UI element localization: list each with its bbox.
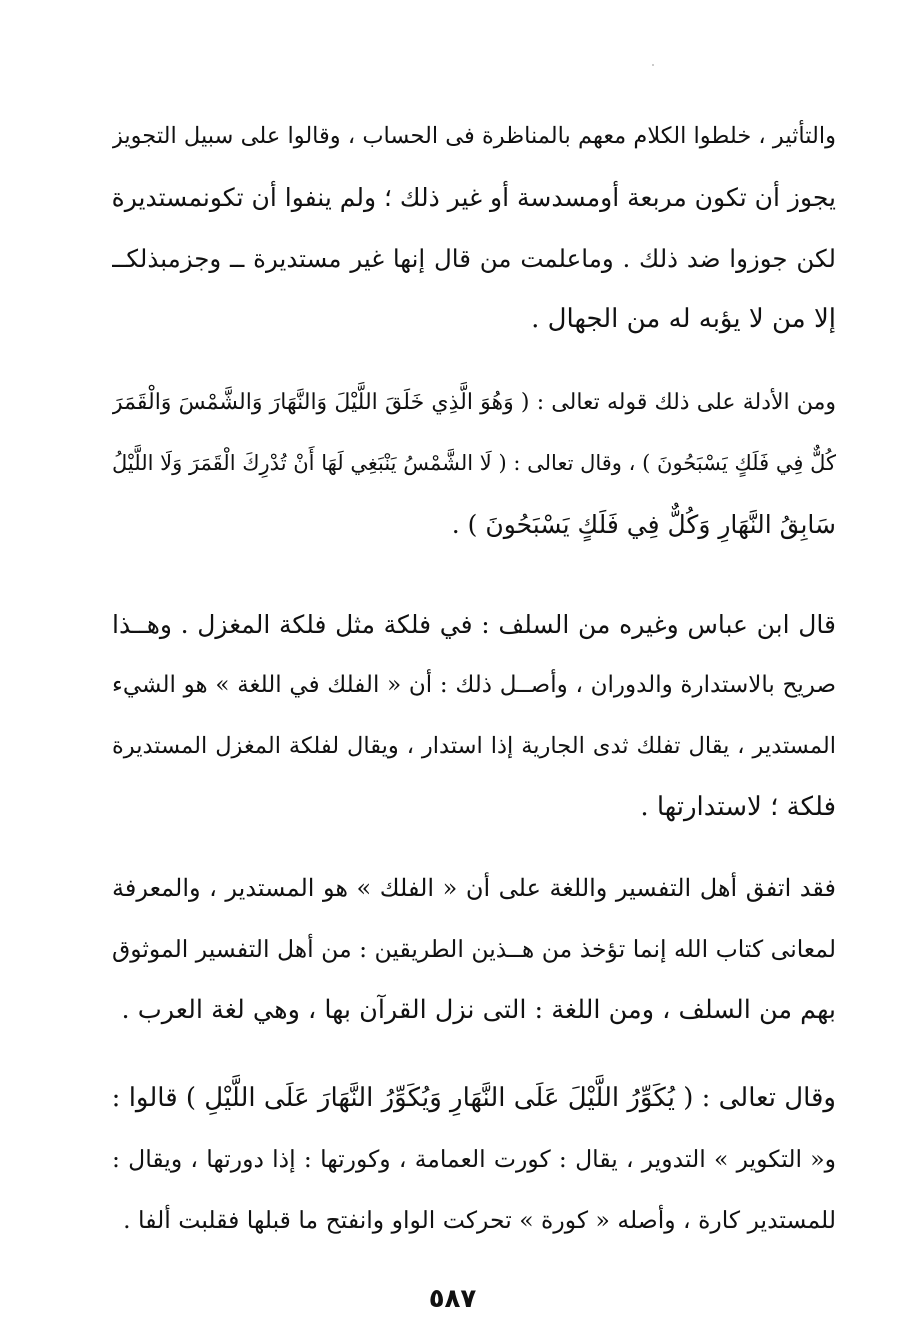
paragraph-5	[112, 1068, 836, 1251]
text-line: فلكة ؛ لاستدارتها .	[640, 792, 836, 822]
text-line: لمعانى كتاب الله إنما تؤخذ من هــذين الطريقين : من أهل التفسير الموثوق	[112, 935, 836, 963]
text-line: ومن الأدلة على ذلك قوله تعالى : ( وَهُوَ الَّذِي خَلَقَ اللَّيْلَ وَالنَّهَارَ وَالشَّمْسَ وَالْقَمَرَ	[112, 390, 836, 415]
text-line: المستدير ، يقال تفلك ثدى الجارية إذا استدار ، ويقال لفلكة المغزل المستديرة	[112, 733, 836, 759]
text-line: صريح بالاستدارة والدوران ، وأصــل ذلك : أن « الفلك في اللغة » هو الشيء	[112, 672, 836, 698]
text-line: فقد اتفق أهل التفسير واللغة على أن « الفلك » هو المستدير ، والمعرفة	[112, 874, 836, 902]
paragraph-4	[112, 858, 836, 1041]
text-line: إلا من لا يؤبه له من الجهال .	[531, 304, 836, 334]
paragraph-3	[112, 594, 836, 838]
text-line: للمستدير كارة ، وأصله « كورة » تحركت الواو وانفتح ما قبلها فقلبت ألفا .	[123, 1206, 836, 1234]
text-line: بهم من السلف ، ومن اللغة : التى نزل القرآن بها ، وهي لغة العرب .	[121, 995, 836, 1025]
text-line: قال ابن عباس وغيره من السلف : في فلكة مثل فلكة المغزل . وهــذا	[112, 610, 836, 639]
text-line: كُلٌّ فِي فَلَكٍ يَسْبَحُونَ ) ، وقال تعالى : ( لَا الشَّمْسُ يَنْبَغِي لَهَا أَنْ تُدْرِكَ الْقَمَرَ وَلَا اللَّيْلُ	[112, 451, 836, 475]
text-line: و« التكوير » التدوير ، يقال : كورت العمامة ، وكورتها : إذا دورتها ، ويقال :	[112, 1145, 836, 1173]
text-line: يجوز أن تكون مربعة أومسدسة أو غير ذلك ؛ ولم ينفوا أن تكونمستديرة	[112, 183, 836, 212]
text-line: لكن جوزوا ضد ذلك . وماعلمت من قال إنها غير مستديرة ــ وجزمبذلكــ	[112, 244, 836, 273]
text-line: والتأثير ، خلطوا الكلام معهم بالمناظرة فى الحساب ، وقالوا على سبيل التجويز	[112, 123, 836, 149]
paragraph-1	[112, 106, 836, 350]
speck	[652, 64, 654, 66]
text-line: وقال تعالى : ( يُكَوِّرُ اللَّيْلَ عَلَى النَّهَارِ وَيُكَوِّرُ النَّهَارَ عَلَى اللَّيْلِ ) قالوا :	[112, 1083, 836, 1113]
text-line: سَابِقُ النَّهَارِ وَكُلٌّ فِي فَلَكٍ يَسْبَحُونَ ) .	[451, 510, 836, 539]
page-number: ٥٨٧	[428, 1284, 477, 1314]
paragraph-2	[112, 372, 836, 555]
